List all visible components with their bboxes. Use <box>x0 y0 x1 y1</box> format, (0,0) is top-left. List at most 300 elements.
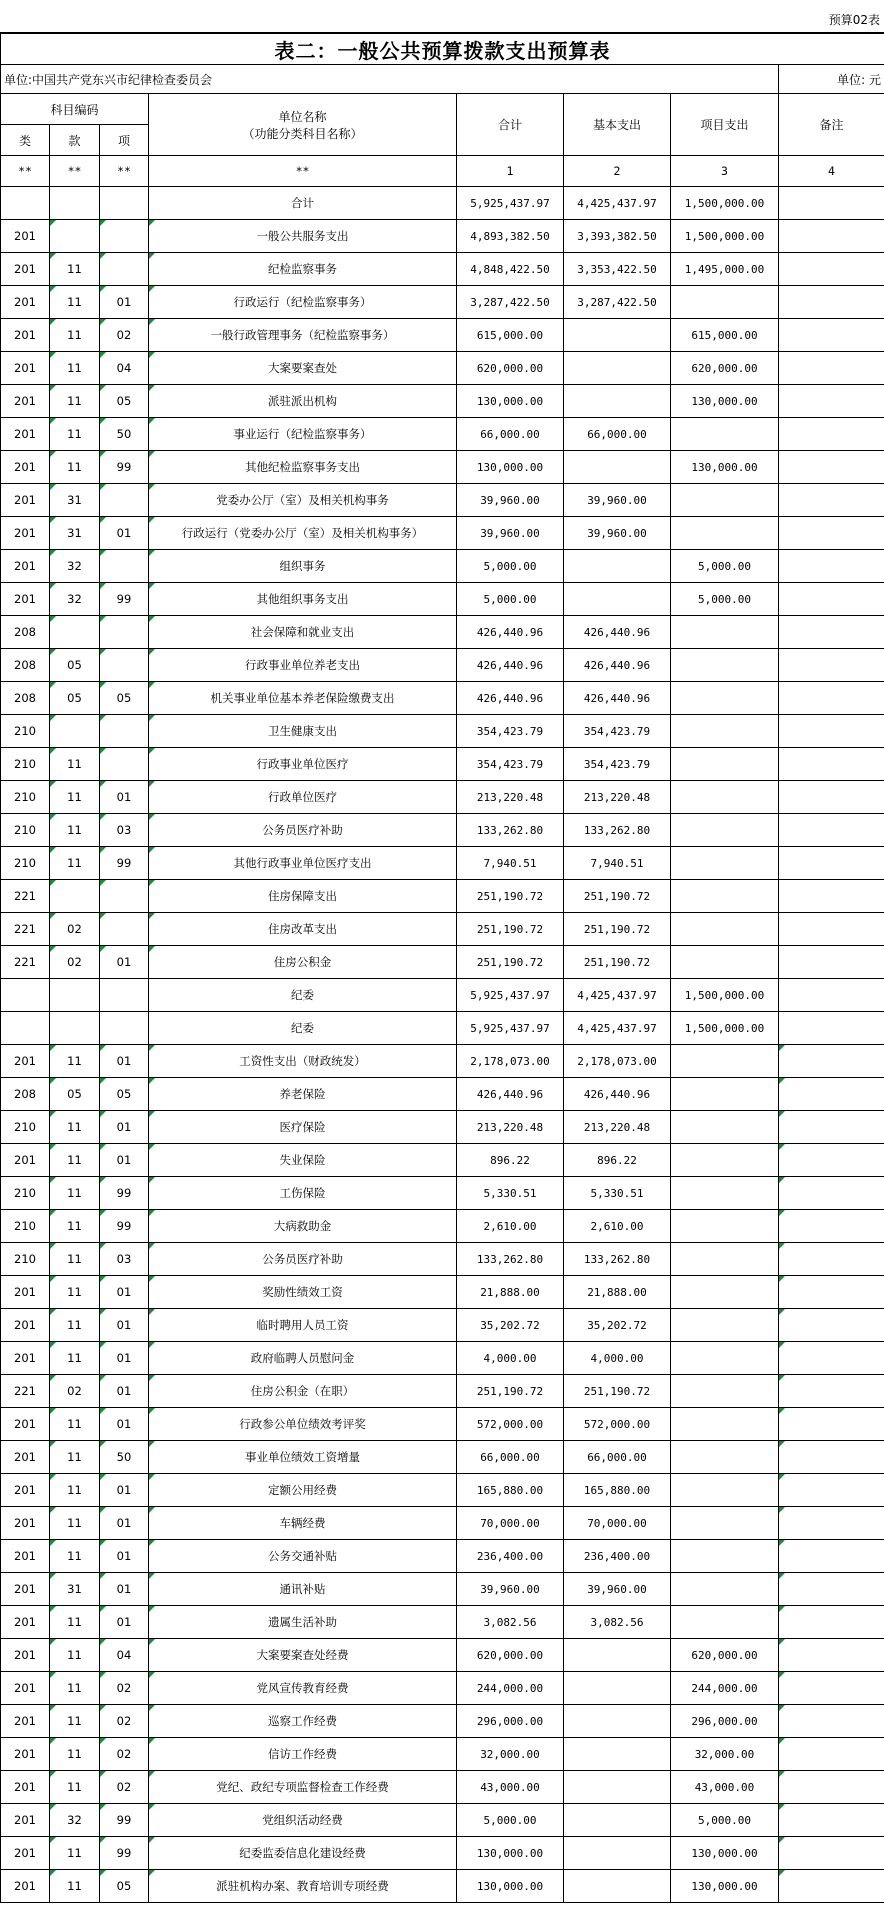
table-row <box>1 1639 884 1672</box>
code-xiang-cell <box>100 220 149 253</box>
item-name-cell: 其他纪检监察事务支出 <box>149 451 457 484</box>
table-row <box>1 451 884 484</box>
code-xiang-cell: 01 <box>100 1309 149 1342</box>
code-kuan-cell: 11 <box>50 1474 100 1507</box>
code-lei-cell: 201 <box>1 1606 50 1639</box>
basic-cell: 4,000.00 <box>564 1342 671 1375</box>
code-kuan-cell: 11 <box>50 1705 100 1738</box>
remark-cell <box>779 385 884 418</box>
item-name-cell: 定额公用经费 <box>149 1474 457 1507</box>
total-cell: 5,000.00 <box>457 550 564 583</box>
code-xiang-cell: 03 <box>100 1243 149 1276</box>
table-row <box>1 1375 884 1408</box>
remark-cell <box>779 1639 884 1672</box>
total-cell: 5,000.00 <box>457 583 564 616</box>
basic-cell: 896.22 <box>564 1144 671 1177</box>
project-cell: 130,000.00 <box>671 1870 779 1903</box>
header-project: 项目支出 <box>671 94 779 156</box>
code-xiang-cell: 05 <box>100 1870 149 1903</box>
code-lei-cell: 208 <box>1 682 50 715</box>
basic-cell <box>564 319 671 352</box>
code-xiang-cell: 01 <box>100 1375 149 1408</box>
index-row <box>1 156 884 187</box>
header-lei: 类 <box>1 125 50 156</box>
code-lei-cell: 210 <box>1 1210 50 1243</box>
code-lei-cell: 201 <box>1 1672 50 1705</box>
remark-cell <box>779 1342 884 1375</box>
total-cell: 4,893,382.50 <box>457 220 564 253</box>
code-xiang-cell: 03 <box>100 814 149 847</box>
total-cell: 43,000.00 <box>457 1771 564 1804</box>
item-name-cell: 纪检监察事务 <box>149 253 457 286</box>
item-name-cell: 党委办公厅（室）及相关机构事务 <box>149 484 457 517</box>
item-name-cell: 信访工作经费 <box>149 1738 457 1771</box>
code-kuan-cell: 02 <box>50 913 100 946</box>
project-cell <box>671 1375 779 1408</box>
code-kuan-cell: 11 <box>50 1243 100 1276</box>
table-title: 表二：一般公共预算拨款支出预算表 <box>1 33 884 65</box>
code-xiang-cell: 99 <box>100 451 149 484</box>
total-cell: 32,000.00 <box>457 1738 564 1771</box>
total-cell: 251,190.72 <box>457 1375 564 1408</box>
item-name-cell: 公务员医疗补助 <box>149 1243 457 1276</box>
total-cell: 130,000.00 <box>457 451 564 484</box>
total-cell: 213,220.48 <box>457 781 564 814</box>
item-name-cell: 纪委 <box>149 1012 457 1045</box>
code-kuan-cell: 11 <box>50 1672 100 1705</box>
remark-cell <box>779 583 884 616</box>
code-kuan-cell <box>50 1012 100 1045</box>
project-cell: 620,000.00 <box>671 1639 779 1672</box>
code-lei-cell: 210 <box>1 847 50 880</box>
code-kuan-cell: 11 <box>50 1045 100 1078</box>
code-lei-cell: 210 <box>1 814 50 847</box>
unit-row <box>1 65 884 94</box>
basic-cell: 3,287,422.50 <box>564 286 671 319</box>
basic-cell: 7,940.51 <box>564 847 671 880</box>
code-kuan-cell <box>50 715 100 748</box>
code-lei-cell: 201 <box>1 1837 50 1870</box>
code-lei-cell: 201 <box>1 1408 50 1441</box>
code-lei-cell: 201 <box>1 1276 50 1309</box>
code-kuan-cell: 05 <box>50 682 100 715</box>
basic-cell: 133,262.80 <box>564 814 671 847</box>
basic-cell <box>564 583 671 616</box>
remark-cell <box>779 451 884 484</box>
code-lei-cell: 201 <box>1 352 50 385</box>
project-cell <box>671 1309 779 1342</box>
code-xiang-cell: 99 <box>100 847 149 880</box>
project-cell: 296,000.00 <box>671 1705 779 1738</box>
table-row <box>1 979 884 1012</box>
code-lei-cell: 221 <box>1 880 50 913</box>
code-xiang-cell: 99 <box>100 1837 149 1870</box>
code-xiang-cell: 01 <box>100 1144 149 1177</box>
code-lei-cell <box>1 1012 50 1045</box>
code-lei-cell <box>1 187 50 220</box>
table-row <box>1 781 884 814</box>
code-kuan-cell: 11 <box>50 319 100 352</box>
basic-cell: 39,960.00 <box>564 484 671 517</box>
project-cell <box>671 1573 779 1606</box>
code-kuan-cell: 11 <box>50 1276 100 1309</box>
item-name-cell: 大案要案查处 <box>149 352 457 385</box>
code-xiang-cell: 99 <box>100 1177 149 1210</box>
code-lei-cell: 201 <box>1 385 50 418</box>
code-kuan-cell: 11 <box>50 1441 100 1474</box>
total-cell: 426,440.96 <box>457 616 564 649</box>
basic-cell: 3,393,382.50 <box>564 220 671 253</box>
code-kuan-cell: 11 <box>50 1540 100 1573</box>
item-name-cell: 失业保险 <box>149 1144 457 1177</box>
total-cell: 21,888.00 <box>457 1276 564 1309</box>
budget-table <box>0 32 884 1903</box>
project-cell <box>671 1342 779 1375</box>
remark-cell <box>779 1771 884 1804</box>
basic-cell <box>564 1738 671 1771</box>
code-xiang-cell <box>100 550 149 583</box>
table-row <box>1 814 884 847</box>
project-cell: 1,500,000.00 <box>671 1012 779 1045</box>
code-lei-cell: 208 <box>1 616 50 649</box>
table-row <box>1 418 884 451</box>
total-cell: 354,423.79 <box>457 748 564 781</box>
code-xiang-cell: 99 <box>100 583 149 616</box>
remark-cell <box>779 1408 884 1441</box>
remark-cell <box>779 550 884 583</box>
remark-cell <box>779 1309 884 1342</box>
table-row <box>1 220 884 253</box>
item-name-cell: 派驻机构办案、教育培训专项经费 <box>149 1870 457 1903</box>
project-cell: 1,495,000.00 <box>671 253 779 286</box>
remark-cell <box>779 1276 884 1309</box>
project-cell <box>671 847 779 880</box>
basic-cell: 165,880.00 <box>564 1474 671 1507</box>
code-xiang-cell: 05 <box>100 385 149 418</box>
code-lei-cell: 210 <box>1 748 50 781</box>
code-kuan-cell <box>50 187 100 220</box>
code-xiang-cell: 01 <box>100 1573 149 1606</box>
header-name <box>149 94 457 156</box>
item-name-cell: 遗属生活补助 <box>149 1606 457 1639</box>
code-lei-cell: 201 <box>1 1705 50 1738</box>
code-xiang-cell <box>100 187 149 220</box>
basic-cell <box>564 1639 671 1672</box>
total-cell: 39,960.00 <box>457 517 564 550</box>
total-cell: 426,440.96 <box>457 682 564 715</box>
code-lei-cell: 201 <box>1 1144 50 1177</box>
currency-label: 单位: 元 <box>779 65 884 94</box>
remark-cell <box>779 1144 884 1177</box>
remark-cell <box>779 1705 884 1738</box>
item-name-cell: 养老保险 <box>149 1078 457 1111</box>
index-cell: ** <box>100 156 149 187</box>
code-kuan-cell: 11 <box>50 1639 100 1672</box>
table-row <box>1 1309 884 1342</box>
code-kuan-cell: 11 <box>50 1606 100 1639</box>
total-cell: 133,262.80 <box>457 814 564 847</box>
project-cell: 32,000.00 <box>671 1738 779 1771</box>
code-xiang-cell <box>100 484 149 517</box>
table-row <box>1 1078 884 1111</box>
code-xiang-cell: 05 <box>100 1078 149 1111</box>
total-cell: 70,000.00 <box>457 1507 564 1540</box>
item-name-cell: 合计 <box>149 187 457 220</box>
table-row <box>1 715 884 748</box>
code-lei-cell: 208 <box>1 649 50 682</box>
total-cell: 3,082.56 <box>457 1606 564 1639</box>
code-kuan-cell: 31 <box>50 1573 100 1606</box>
code-xiang-cell: 01 <box>100 1045 149 1078</box>
table-row <box>1 385 884 418</box>
project-cell: 620,000.00 <box>671 352 779 385</box>
total-cell: 296,000.00 <box>457 1705 564 1738</box>
index-cell: ** <box>1 156 50 187</box>
item-name-cell: 奖励性绩效工资 <box>149 1276 457 1309</box>
code-lei-cell: 201 <box>1 1738 50 1771</box>
total-cell: 165,880.00 <box>457 1474 564 1507</box>
item-name-cell: 纪委 <box>149 979 457 1012</box>
item-name-cell: 行政单位医疗 <box>149 781 457 814</box>
code-xiang-cell <box>100 649 149 682</box>
total-cell: 39,960.00 <box>457 1573 564 1606</box>
table-row <box>1 352 884 385</box>
total-cell: 39,960.00 <box>457 484 564 517</box>
item-name-cell: 行政运行（党委办公厅（室）及相关机构事务） <box>149 517 457 550</box>
item-name-cell: 大病救助金 <box>149 1210 457 1243</box>
code-xiang-cell: 04 <box>100 1639 149 1672</box>
code-lei-cell: 201 <box>1 220 50 253</box>
code-xiang-cell <box>100 979 149 1012</box>
item-name-cell: 社会保障和就业支出 <box>149 616 457 649</box>
project-cell <box>671 1078 779 1111</box>
project-cell: 43,000.00 <box>671 1771 779 1804</box>
basic-cell: 3,353,422.50 <box>564 253 671 286</box>
code-xiang-cell: 50 <box>100 1441 149 1474</box>
total-cell: 5,330.51 <box>457 1177 564 1210</box>
table-row <box>1 286 884 319</box>
item-name-cell: 通讯补贴 <box>149 1573 457 1606</box>
code-lei-cell: 221 <box>1 913 50 946</box>
item-name-cell: 党纪、政纪专项监督检查工作经费 <box>149 1771 457 1804</box>
code-kuan-cell: 11 <box>50 253 100 286</box>
code-xiang-cell: 01 <box>100 1408 149 1441</box>
code-lei-cell: 210 <box>1 715 50 748</box>
code-xiang-cell <box>100 1012 149 1045</box>
code-xiang-cell: 02 <box>100 1738 149 1771</box>
header-kuan: 款 <box>50 125 100 156</box>
basic-cell: 3,082.56 <box>564 1606 671 1639</box>
code-kuan-cell: 32 <box>50 550 100 583</box>
item-name-cell: 组织事务 <box>149 550 457 583</box>
item-name-cell: 住房保障支出 <box>149 880 457 913</box>
total-cell: 251,190.72 <box>457 913 564 946</box>
table-row <box>1 1177 884 1210</box>
code-lei-cell <box>1 979 50 1012</box>
project-cell <box>671 1441 779 1474</box>
code-lei-cell: 221 <box>1 946 50 979</box>
remark-cell <box>779 814 884 847</box>
table-row <box>1 1573 884 1606</box>
code-lei-cell: 210 <box>1 1111 50 1144</box>
code-xiang-cell: 02 <box>100 1672 149 1705</box>
remark-cell <box>779 1573 884 1606</box>
remark-cell <box>779 946 884 979</box>
project-cell <box>671 286 779 319</box>
item-name-cell: 事业运行（纪检监察事务） <box>149 418 457 451</box>
table-row <box>1 1441 884 1474</box>
basic-cell <box>564 451 671 484</box>
basic-cell: 213,220.48 <box>564 781 671 814</box>
project-cell <box>671 880 779 913</box>
remark-cell <box>779 913 884 946</box>
remark-cell <box>779 1177 884 1210</box>
code-xiang-cell: 01 <box>100 1276 149 1309</box>
table-row <box>1 880 884 913</box>
remark-cell <box>779 1045 884 1078</box>
total-cell: 620,000.00 <box>457 352 564 385</box>
table-row <box>1 1606 884 1639</box>
remark-cell <box>779 220 884 253</box>
table-row <box>1 1243 884 1276</box>
code-xiang-cell: 01 <box>100 1507 149 1540</box>
code-kuan-cell <box>50 979 100 1012</box>
total-cell: 130,000.00 <box>457 1870 564 1903</box>
project-cell <box>671 913 779 946</box>
code-lei-cell: 201 <box>1 583 50 616</box>
total-cell: 7,940.51 <box>457 847 564 880</box>
total-cell: 2,178,073.00 <box>457 1045 564 1078</box>
project-cell: 130,000.00 <box>671 451 779 484</box>
total-cell: 620,000.00 <box>457 1639 564 1672</box>
code-kuan-cell: 11 <box>50 781 100 814</box>
basic-cell: 4,425,437.97 <box>564 187 671 220</box>
table-row <box>1 1870 884 1903</box>
code-xiang-cell: 05 <box>100 682 149 715</box>
code-lei-cell: 201 <box>1 253 50 286</box>
basic-cell: 572,000.00 <box>564 1408 671 1441</box>
total-cell: 130,000.00 <box>457 1837 564 1870</box>
table-row <box>1 1144 884 1177</box>
total-cell: 5,925,437.97 <box>457 1012 564 1045</box>
table-row <box>1 583 884 616</box>
total-cell: 251,190.72 <box>457 946 564 979</box>
table-row <box>1 1540 884 1573</box>
basic-cell: 66,000.00 <box>564 418 671 451</box>
basic-cell <box>564 352 671 385</box>
item-name-cell: 工资性支出（财政统发） <box>149 1045 457 1078</box>
table-row <box>1 1837 884 1870</box>
code-kuan-cell: 11 <box>50 286 100 319</box>
code-kuan-cell: 11 <box>50 814 100 847</box>
total-cell: 4,848,422.50 <box>457 253 564 286</box>
code-lei-cell: 201 <box>1 418 50 451</box>
remark-cell <box>779 1540 884 1573</box>
item-name-cell: 党组织活动经费 <box>149 1804 457 1837</box>
index-cell: ** <box>50 156 100 187</box>
table-row <box>1 550 884 583</box>
basic-cell: 213,220.48 <box>564 1111 671 1144</box>
item-name-cell: 住房公积金 <box>149 946 457 979</box>
total-cell: 5,000.00 <box>457 1804 564 1837</box>
basic-cell: 354,423.79 <box>564 715 671 748</box>
table-row <box>1 484 884 517</box>
project-cell <box>671 781 779 814</box>
table-row <box>1 1738 884 1771</box>
code-lei-cell: 201 <box>1 1804 50 1837</box>
index-cell: 4 <box>779 156 884 187</box>
code-kuan-cell: 05 <box>50 1078 100 1111</box>
total-cell: 236,400.00 <box>457 1540 564 1573</box>
basic-cell <box>564 550 671 583</box>
code-lei-cell: 201 <box>1 550 50 583</box>
remark-cell <box>779 319 884 352</box>
total-cell: 244,000.00 <box>457 1672 564 1705</box>
project-cell <box>671 1474 779 1507</box>
code-lei-cell: 201 <box>1 484 50 517</box>
code-xiang-cell <box>100 748 149 781</box>
item-name-cell: 巡察工作经费 <box>149 1705 457 1738</box>
code-kuan-cell: 11 <box>50 1342 100 1375</box>
basic-cell: 70,000.00 <box>564 1507 671 1540</box>
remark-cell <box>779 286 884 319</box>
project-cell <box>671 1243 779 1276</box>
item-name-cell: 一般公共服务支出 <box>149 220 457 253</box>
code-kuan-cell: 11 <box>50 418 100 451</box>
remark-cell <box>779 1870 884 1903</box>
total-cell: 896.22 <box>457 1144 564 1177</box>
code-kuan-cell: 32 <box>50 1804 100 1837</box>
item-name-cell: 政府临聘人员慰问金 <box>149 1342 457 1375</box>
remark-cell <box>779 616 884 649</box>
project-cell <box>671 649 779 682</box>
code-xiang-cell <box>100 253 149 286</box>
total-cell: 3,287,422.50 <box>457 286 564 319</box>
code-lei-cell: 201 <box>1 451 50 484</box>
code-kuan-cell: 11 <box>50 1210 100 1243</box>
item-name-cell: 工伤保险 <box>149 1177 457 1210</box>
item-name-cell: 临时聘用人员工资 <box>149 1309 457 1342</box>
code-kuan-cell: 11 <box>50 1738 100 1771</box>
remark-cell <box>779 1111 884 1144</box>
project-cell <box>671 1045 779 1078</box>
code-kuan-cell: 02 <box>50 1375 100 1408</box>
table-row <box>1 649 884 682</box>
code-lei-cell: 201 <box>1 517 50 550</box>
project-cell <box>671 946 779 979</box>
basic-cell: 133,262.80 <box>564 1243 671 1276</box>
table-row <box>1 253 884 286</box>
remark-cell <box>779 1078 884 1111</box>
code-lei-cell: 201 <box>1 1474 50 1507</box>
remark-cell <box>779 1474 884 1507</box>
item-name-cell: 医疗保险 <box>149 1111 457 1144</box>
code-lei-cell: 221 <box>1 1375 50 1408</box>
total-cell: 615,000.00 <box>457 319 564 352</box>
code-xiang-cell: 01 <box>100 1342 149 1375</box>
total-cell: 572,000.00 <box>457 1408 564 1441</box>
code-kuan-cell: 11 <box>50 1408 100 1441</box>
code-xiang-cell: 99 <box>100 1804 149 1837</box>
remark-cell <box>779 880 884 913</box>
project-cell <box>671 517 779 550</box>
code-xiang-cell: 02 <box>100 1705 149 1738</box>
table-row <box>1 1507 884 1540</box>
code-lei-cell: 210 <box>1 1243 50 1276</box>
item-name-cell: 一般行政管理事务（纪检监察事务） <box>149 319 457 352</box>
project-cell: 130,000.00 <box>671 385 779 418</box>
header-total: 合计 <box>457 94 564 156</box>
